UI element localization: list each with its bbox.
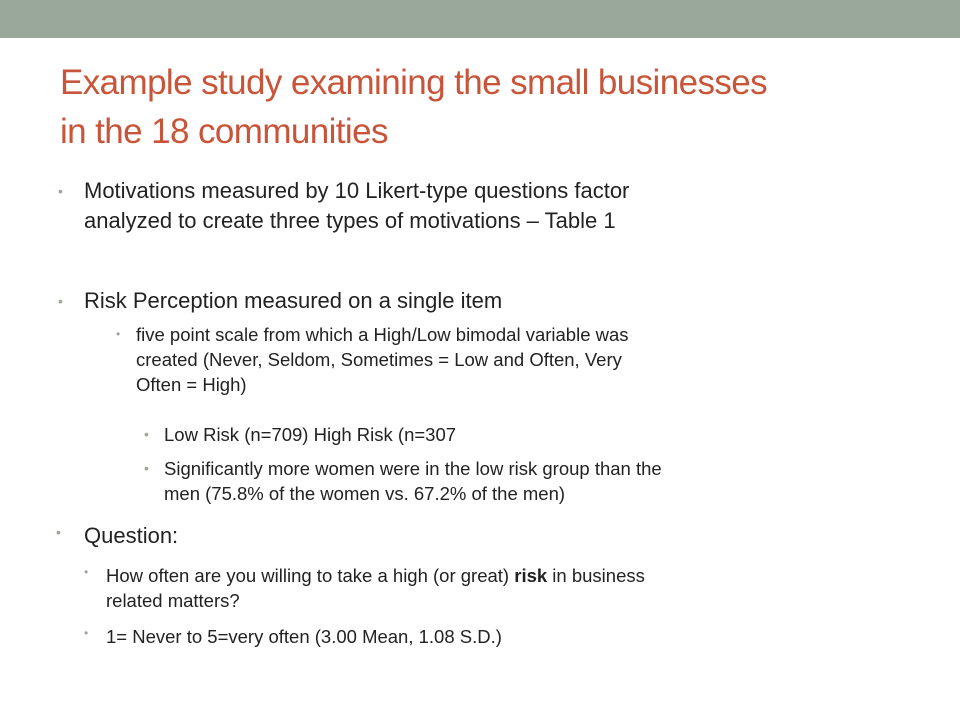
bullet-dot-icon: • — [58, 293, 63, 309]
bullet-dot-icon: • — [56, 524, 61, 540]
bullet-line: created (Never, Seldom, Sometimes = Low and Often, Very — [136, 349, 622, 370]
bullet-line: five point scale from which a High/Low bimodal variable was — [136, 324, 629, 345]
bullet-line: 1= Never to 5=very often (3.00 Mean, 1.08 S.D.) — [106, 626, 502, 647]
bullet-line: related matters? — [106, 590, 240, 611]
bullet-risk-perception — [58, 286, 503, 316]
question-prefix: How often are you willing to take a high (or great) — [106, 565, 515, 586]
bullet-dot-icon: • — [144, 426, 149, 442]
slide-title — [60, 58, 920, 156]
bullet-dot-icon: • — [144, 460, 149, 476]
question-suffix: in business — [547, 565, 645, 586]
top-accent-bar — [0, 0, 960, 38]
bullet-motivations — [58, 176, 630, 236]
bullet-line: Question: — [84, 523, 179, 548]
bullet-dot-icon: • — [58, 183, 63, 199]
slide-title-line: Example study examining the small businesses — [60, 63, 768, 102]
bullet-dot-icon: • — [84, 626, 89, 640]
subbullet-scale-stats — [84, 624, 502, 649]
question-bold-risk: risk — [514, 565, 548, 586]
bullet-dot-icon: • — [116, 327, 121, 341]
subbullet-question-text — [84, 563, 645, 613]
bullet-line: Significantly more women were in the low risk group than the — [164, 458, 662, 479]
bullet-line: Often = High) — [136, 374, 247, 395]
subbullet-five-point-scale — [116, 322, 629, 397]
bullet-line: men (75.8% of the women vs. 67.2% of the men) — [164, 483, 566, 504]
bullet-line: analyzed to create three types of motivations – Table 1 — [84, 208, 616, 233]
slide-title-line: in the 18 communities — [60, 112, 388, 151]
bullet-line: Low Risk (n=709) High Risk (n=307 — [164, 424, 457, 445]
bullet-line: Motivations measured by 10 Likert-type questions factor — [84, 178, 630, 203]
subbullet-risk-counts — [144, 422, 457, 447]
bullet-question — [56, 521, 179, 551]
bullet-line-mixed — [106, 563, 645, 588]
subbullet-gender-difference — [144, 456, 662, 506]
bullet-line: Risk Perception measured on a single item — [84, 288, 503, 313]
bullet-dot-icon: • — [84, 565, 89, 579]
